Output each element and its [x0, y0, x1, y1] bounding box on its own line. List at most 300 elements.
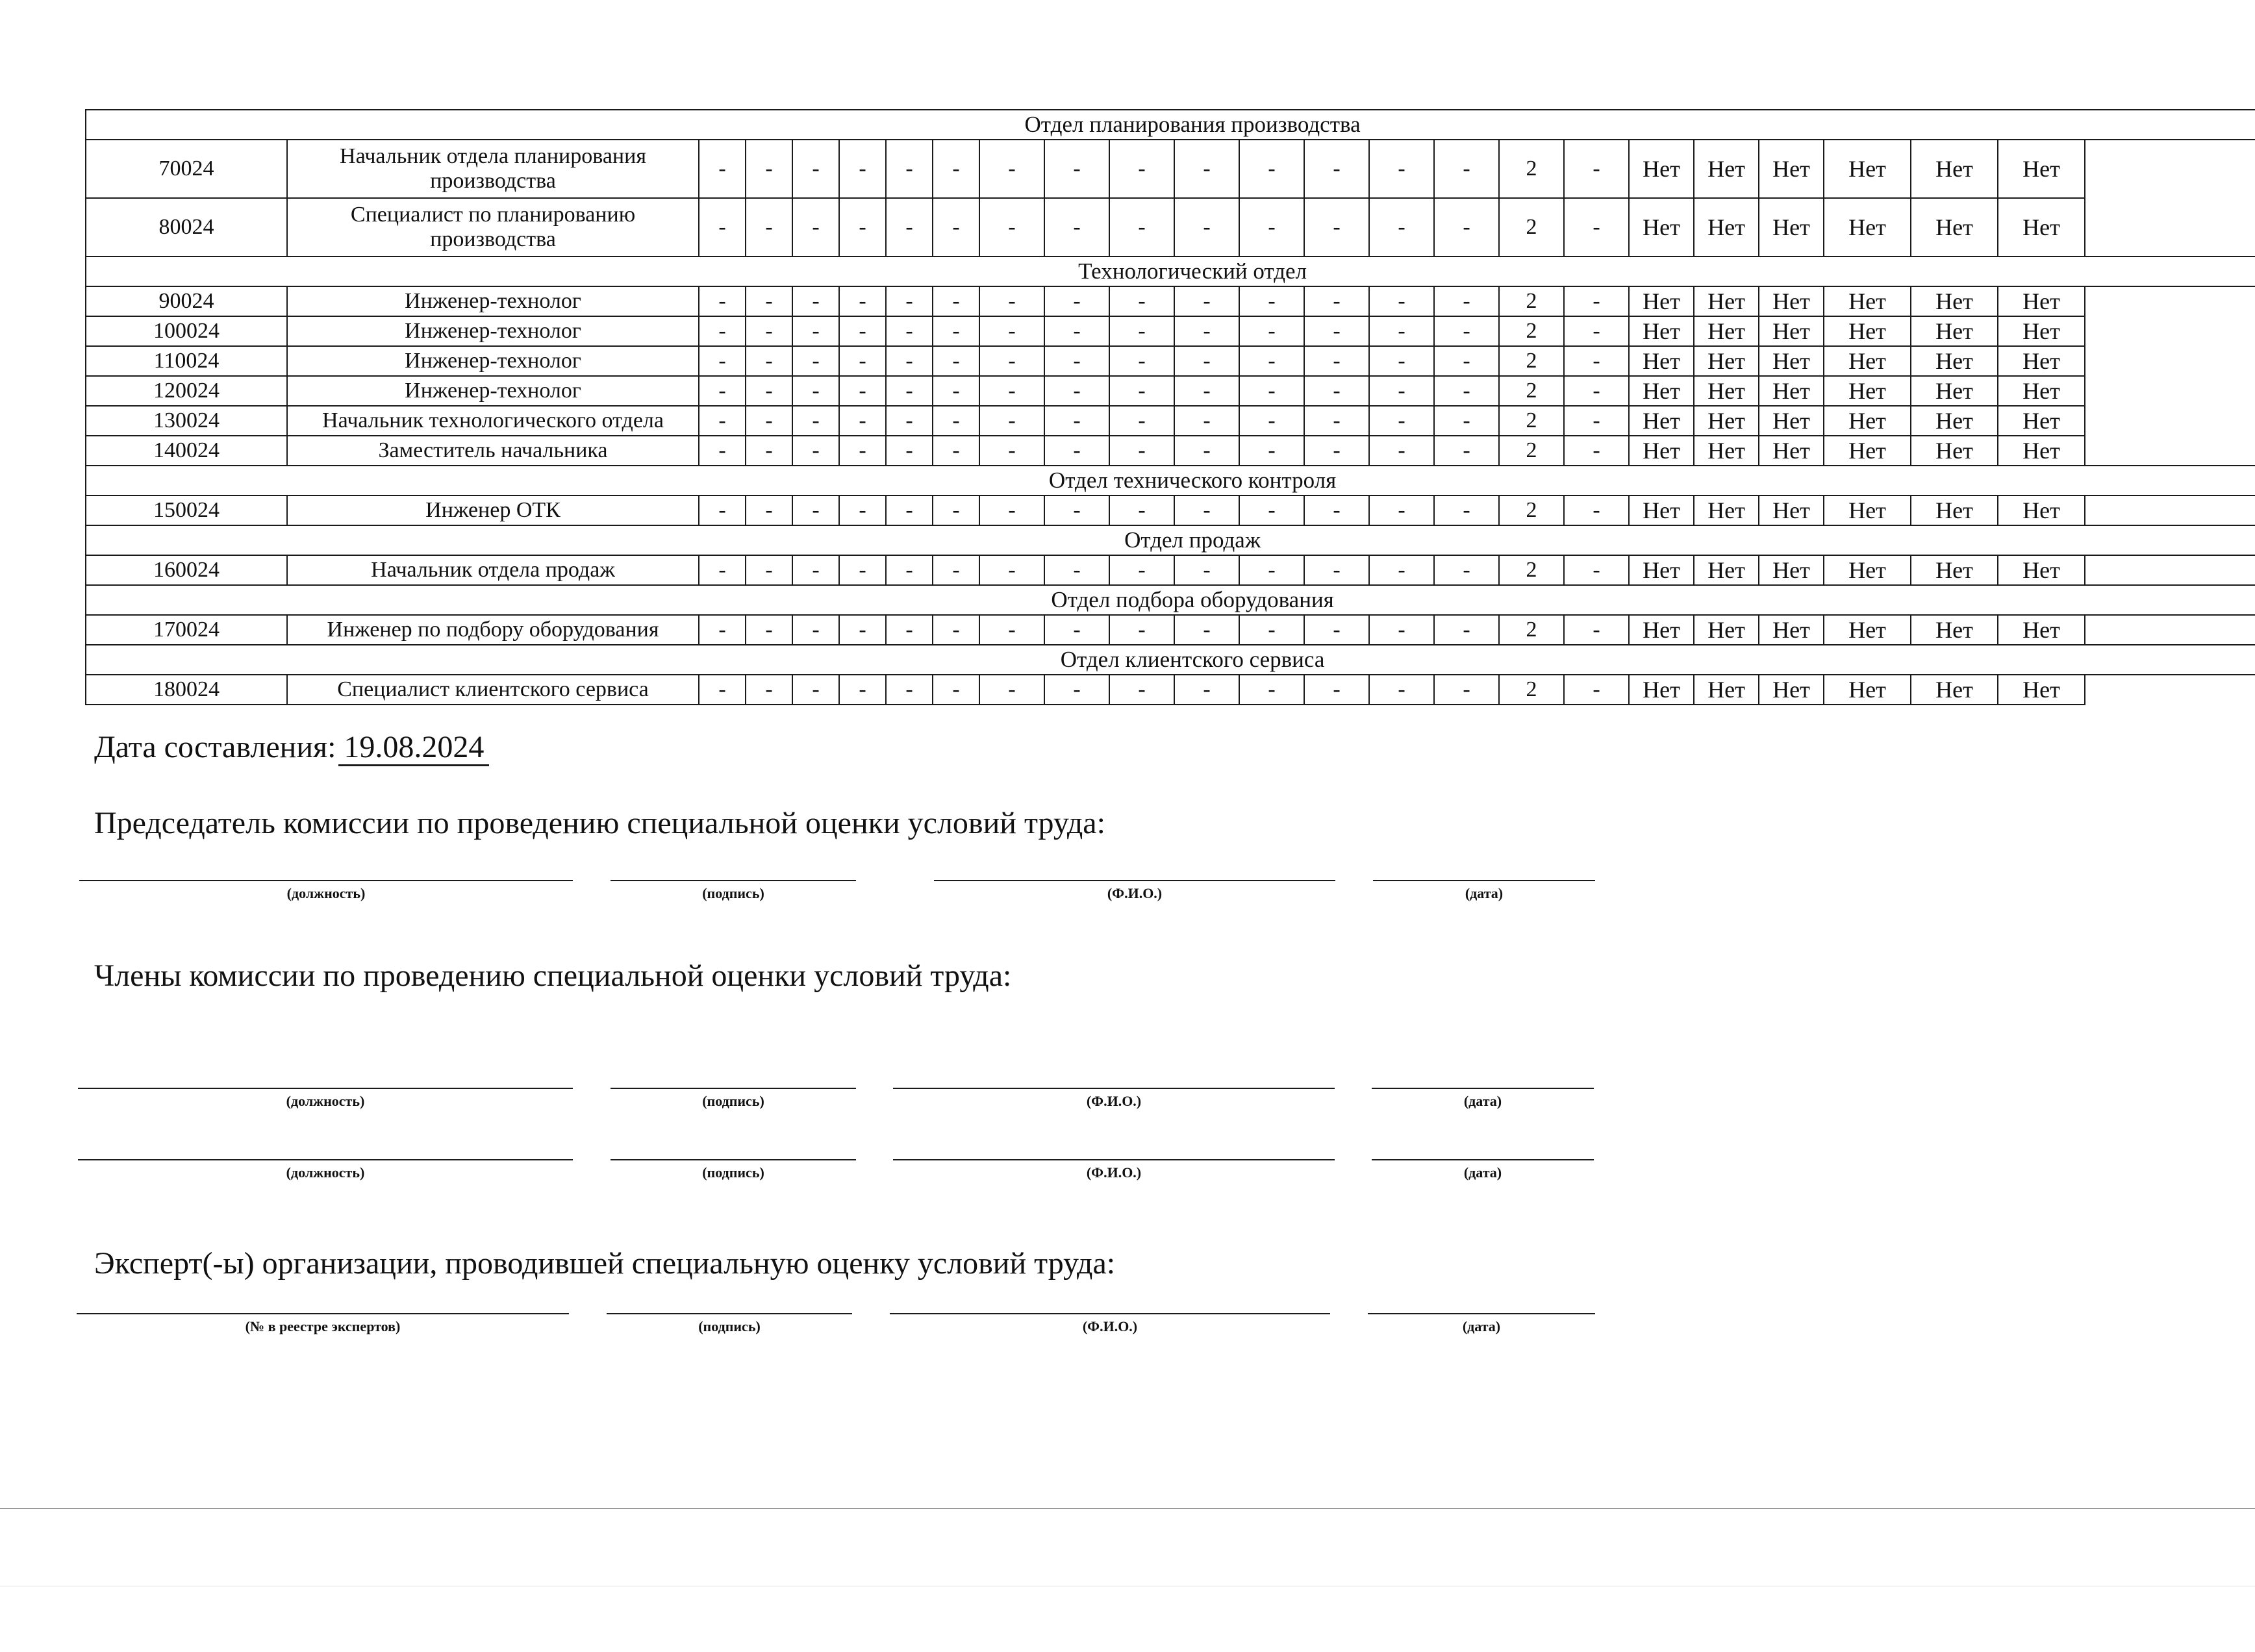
- factor-cell: -: [839, 198, 886, 257]
- factor-cell: -: [1044, 555, 1109, 585]
- factor-cell: -: [979, 495, 1044, 525]
- factor-cell: -: [699, 615, 746, 645]
- answer-cell: Нет: [1824, 436, 1911, 466]
- factor-cell: -: [839, 346, 886, 376]
- position-title: Инженер по подбору оборудования: [287, 615, 699, 645]
- factor-cell: -: [1239, 615, 1304, 645]
- table-row: [86, 140, 2255, 198]
- factor-cell: -: [1109, 675, 1174, 705]
- factor-cell: -: [1564, 316, 1629, 346]
- factor-cell: -: [1304, 406, 1369, 436]
- answer-cell: Нет: [1824, 346, 1911, 376]
- factor-cell: -: [1369, 675, 1434, 705]
- factor-cell: -: [933, 495, 979, 525]
- factor-cell: -: [839, 675, 886, 705]
- chairman-signature-line: [611, 880, 856, 901]
- factor-cell: -: [1304, 675, 1369, 705]
- answer-cell: Нет: [1824, 555, 1911, 585]
- section-title: Отдел подбора оборудования: [86, 585, 2255, 615]
- factor-cell: -: [1434, 346, 1499, 376]
- factor-cell: -: [1369, 140, 1434, 198]
- factor-cell: -: [699, 316, 746, 346]
- factor-cell: -: [746, 675, 792, 705]
- answer-cell: Нет: [1629, 286, 1694, 316]
- factor-cell: -: [792, 675, 839, 705]
- factor-cell: -: [1109, 346, 1174, 376]
- answer-cell: Нет: [1824, 615, 1911, 645]
- factor-cell: -: [979, 198, 1044, 257]
- factor-cell: -: [1044, 316, 1109, 346]
- factor-cell: -: [1369, 198, 1434, 257]
- table-row: [86, 286, 2255, 316]
- answer-cell: Нет: [1694, 675, 1759, 705]
- signature-caption: (дата): [1463, 1093, 1502, 1109]
- position-title: Заместитель начальника: [287, 436, 699, 466]
- factor-cell: -: [1239, 140, 1304, 198]
- section-header-row: [86, 110, 2255, 140]
- section-title: Отдел технического контроля: [86, 466, 2255, 495]
- factor-cell: -: [699, 675, 746, 705]
- factor-cell: -: [1369, 615, 1434, 645]
- factor-cell: -: [1239, 198, 1304, 257]
- factor-cell: -: [1174, 316, 1239, 346]
- answer-cell: Нет: [1629, 675, 1694, 705]
- answer-cell: Нет: [1629, 316, 1694, 346]
- class-value-cell: 2: [1499, 316, 1564, 346]
- answer-cell: Нет: [1759, 675, 1824, 705]
- member-2-position-line: [78, 1159, 573, 1181]
- factor-cell: -: [1564, 615, 1629, 645]
- factor-cell: -: [1564, 406, 1629, 436]
- factor-cell: -: [1564, 495, 1629, 525]
- factor-cell: -: [933, 406, 979, 436]
- answer-cell: Нет: [1998, 495, 2085, 525]
- factor-cell: -: [1304, 376, 1369, 406]
- signature-caption: (подпись): [702, 885, 764, 901]
- factor-cell: -: [979, 555, 1044, 585]
- signature-caption: (Ф.И.О.): [1107, 885, 1163, 901]
- factor-cell: -: [1174, 376, 1239, 406]
- factor-cell: -: [1109, 436, 1174, 466]
- class-value-cell: 2: [1499, 198, 1564, 257]
- factor-cell: -: [933, 140, 979, 198]
- factor-cell: -: [792, 140, 839, 198]
- factor-cell: -: [886, 675, 933, 705]
- factor-cell: -: [1109, 376, 1174, 406]
- answer-cell: Нет: [1759, 140, 1824, 198]
- factor-cell: -: [886, 346, 933, 376]
- workplace-code: 150024: [86, 495, 287, 525]
- compile-date-line: [94, 729, 489, 765]
- factor-cell: -: [1304, 140, 1369, 198]
- answer-cell: Нет: [1629, 376, 1694, 406]
- factor-cell: -: [979, 376, 1044, 406]
- chairman-heading: Председатель комиссии по проведению специальной оценки условий труда:: [94, 806, 1105, 840]
- member-2-name-line: [893, 1159, 1335, 1181]
- answer-cell: Нет: [1694, 286, 1759, 316]
- signature-caption: (дата): [1465, 885, 1504, 901]
- table-row: [86, 376, 2255, 406]
- workplace-code: 110024: [86, 346, 287, 376]
- factor-cell: -: [839, 286, 886, 316]
- factor-cell: -: [886, 555, 933, 585]
- signature-caption: (Ф.И.О.): [1086, 1164, 1142, 1181]
- factor-cell: -: [886, 198, 933, 257]
- position-title: Начальник отдела продаж: [287, 555, 699, 585]
- factor-cell: -: [746, 436, 792, 466]
- factor-cell: -: [1044, 286, 1109, 316]
- factor-cell: -: [1174, 286, 1239, 316]
- factor-cell: -: [1044, 376, 1109, 406]
- class-value-cell: 2: [1499, 495, 1564, 525]
- factor-cell: -: [1239, 376, 1304, 406]
- factor-cell: -: [1109, 286, 1174, 316]
- answer-cell: Нет: [1694, 140, 1759, 198]
- factor-cell: -: [699, 436, 746, 466]
- answer-cell: Нет: [1911, 316, 1998, 346]
- factor-cell: -: [699, 406, 746, 436]
- factor-cell: -: [699, 346, 746, 376]
- factor-cell: -: [1304, 615, 1369, 645]
- factor-cell: -: [746, 376, 792, 406]
- factor-cell: -: [886, 376, 933, 406]
- factor-cell: -: [1174, 346, 1239, 376]
- section-header-row: [86, 585, 2255, 615]
- factor-cell: -: [746, 555, 792, 585]
- answer-cell: Нет: [1629, 495, 1694, 525]
- expert-registry-line: [77, 1313, 569, 1334]
- table-row: [86, 615, 2255, 645]
- factor-cell: -: [979, 675, 1044, 705]
- table-row: [86, 675, 2255, 705]
- answer-cell: Нет: [1824, 286, 1911, 316]
- expert-date-line: [1368, 1313, 1595, 1334]
- factor-cell: -: [933, 555, 979, 585]
- factor-cell: -: [839, 406, 886, 436]
- class-value-cell: 2: [1499, 286, 1564, 316]
- answer-cell: Нет: [1694, 316, 1759, 346]
- factor-cell: -: [1564, 198, 1629, 257]
- answer-cell: Нет: [1998, 615, 2085, 645]
- expert-name-line: [890, 1313, 1330, 1334]
- factor-cell: -: [839, 436, 886, 466]
- answer-cell: Нет: [1694, 615, 1759, 645]
- expert-signature-line: [607, 1313, 852, 1334]
- factor-cell: -: [1174, 615, 1239, 645]
- workplace-code: 170024: [86, 615, 287, 645]
- answer-cell: Нет: [1629, 555, 1694, 585]
- class-value-cell: 2: [1499, 140, 1564, 198]
- factor-cell: -: [746, 198, 792, 257]
- workplace-code: 100024: [86, 316, 287, 346]
- factor-cell: -: [792, 406, 839, 436]
- member-2-signature-line: [611, 1159, 856, 1181]
- workplace-code: 70024: [86, 140, 287, 198]
- chairman-date-line: [1373, 880, 1595, 901]
- answer-cell: Нет: [1759, 555, 1824, 585]
- table-row: [86, 495, 2255, 525]
- answer-cell: Нет: [1824, 140, 1911, 198]
- answer-cell: Нет: [1759, 346, 1824, 376]
- answer-cell: Нет: [1911, 436, 1998, 466]
- factor-cell: -: [839, 555, 886, 585]
- answer-cell: Нет: [1911, 675, 1998, 705]
- member-1-position-line: [78, 1088, 573, 1109]
- answer-cell: Нет: [1911, 286, 1998, 316]
- answer-cell: Нет: [1759, 436, 1824, 466]
- table-row: [86, 198, 2255, 257]
- answer-cell: Нет: [1759, 406, 1824, 436]
- answer-cell: Нет: [1694, 346, 1759, 376]
- answer-cell: Нет: [1998, 198, 2085, 257]
- factor-cell: -: [839, 316, 886, 346]
- answer-cell: Нет: [1694, 555, 1759, 585]
- position-title: Инженер-технолог: [287, 286, 699, 316]
- factor-cell: -: [1369, 436, 1434, 466]
- factor-cell: -: [886, 140, 933, 198]
- factor-cell: -: [792, 615, 839, 645]
- answer-cell: Нет: [1759, 286, 1824, 316]
- answer-cell: Нет: [1694, 198, 1759, 257]
- factor-cell: -: [746, 286, 792, 316]
- factor-cell: -: [979, 140, 1044, 198]
- factor-cell: -: [1109, 198, 1174, 257]
- table-row: [86, 346, 2255, 376]
- factor-cell: -: [1434, 286, 1499, 316]
- section-title: Отдел клиентского сервиса: [86, 645, 2255, 675]
- answer-cell: Нет: [1911, 346, 1998, 376]
- factor-cell: -: [792, 286, 839, 316]
- class-value-cell: 2: [1499, 615, 1564, 645]
- answer-cell: Нет: [1629, 198, 1694, 257]
- workplace-code: 160024: [86, 555, 287, 585]
- factor-cell: -: [1564, 376, 1629, 406]
- factor-cell: -: [979, 346, 1044, 376]
- factor-cell: -: [792, 376, 839, 406]
- factor-cell: -: [1109, 316, 1174, 346]
- factor-cell: -: [1044, 406, 1109, 436]
- section-header-row: [86, 645, 2255, 675]
- factor-cell: -: [1564, 286, 1629, 316]
- answer-cell: Нет: [1998, 406, 2085, 436]
- factor-cell: -: [699, 495, 746, 525]
- workplace-results-table: [85, 109, 2255, 705]
- factor-cell: -: [839, 376, 886, 406]
- factor-cell: -: [1304, 555, 1369, 585]
- answer-cell: Нет: [1998, 376, 2085, 406]
- section-title: Технологический отдел: [86, 257, 2255, 286]
- class-value-cell: 2: [1499, 406, 1564, 436]
- workplace-code: 180024: [86, 675, 287, 705]
- factor-cell: -: [1044, 198, 1109, 257]
- factor-cell: -: [886, 316, 933, 346]
- factor-cell: -: [1434, 615, 1499, 645]
- factor-cell: -: [933, 376, 979, 406]
- factor-cell: -: [746, 140, 792, 198]
- class-value-cell: 2: [1499, 675, 1564, 705]
- factor-cell: -: [886, 436, 933, 466]
- answer-cell: Нет: [1911, 198, 1998, 257]
- answer-cell: Нет: [1759, 495, 1824, 525]
- factor-cell: -: [886, 615, 933, 645]
- answer-cell: Нет: [1824, 406, 1911, 436]
- factor-cell: -: [1239, 675, 1304, 705]
- factor-cell: -: [792, 316, 839, 346]
- factor-cell: -: [1044, 140, 1109, 198]
- class-value-cell: 2: [1499, 346, 1564, 376]
- factor-cell: -: [933, 436, 979, 466]
- signature-caption: (подпись): [702, 1093, 764, 1109]
- answer-cell: Нет: [1911, 406, 1998, 436]
- position-title: Инженер-технолог: [287, 346, 699, 376]
- compile-date-value: 19.08.2024: [338, 730, 489, 766]
- factor-cell: -: [1304, 495, 1369, 525]
- signature-caption: (дата): [1463, 1164, 1502, 1181]
- section-header-row: [86, 525, 2255, 555]
- factor-cell: -: [1434, 376, 1499, 406]
- factor-cell: -: [1564, 346, 1629, 376]
- answer-cell: Нет: [1629, 436, 1694, 466]
- signature-caption: (подпись): [698, 1318, 761, 1334]
- factor-cell: -: [1564, 436, 1629, 466]
- answer-cell: Нет: [1911, 615, 1998, 645]
- factor-cell: -: [1174, 675, 1239, 705]
- page-bottom-rule: [0, 1508, 2255, 1509]
- position-title: Инженер ОТК: [287, 495, 699, 525]
- factor-cell: -: [699, 286, 746, 316]
- factor-cell: -: [1304, 316, 1369, 346]
- position-title: Инженер-технолог: [287, 376, 699, 406]
- signature-caption: (подпись): [702, 1164, 764, 1181]
- factor-cell: -: [1434, 140, 1499, 198]
- factor-cell: -: [979, 436, 1044, 466]
- factor-cell: -: [979, 615, 1044, 645]
- position-title: Начальник технологического отдела: [287, 406, 699, 436]
- factor-cell: -: [1044, 675, 1109, 705]
- factor-cell: -: [979, 316, 1044, 346]
- factor-cell: -: [1109, 555, 1174, 585]
- answer-cell: Нет: [1824, 675, 1911, 705]
- factor-cell: -: [1369, 346, 1434, 376]
- factor-cell: -: [1239, 436, 1304, 466]
- signature-caption: (Ф.И.О.): [1082, 1318, 1138, 1334]
- factor-cell: -: [1239, 286, 1304, 316]
- table-row: [86, 316, 2255, 346]
- table-row: [86, 406, 2255, 436]
- chairman-name-line: [934, 880, 1335, 901]
- signature-caption: (дата): [1462, 1318, 1501, 1334]
- factor-cell: -: [1239, 406, 1304, 436]
- factor-cell: -: [933, 316, 979, 346]
- factor-cell: -: [1109, 615, 1174, 645]
- signature-caption: (№ в реестре экспертов): [245, 1318, 401, 1334]
- factor-cell: -: [1564, 140, 1629, 198]
- answer-cell: Нет: [1759, 376, 1824, 406]
- factor-cell: -: [699, 140, 746, 198]
- factor-cell: -: [746, 495, 792, 525]
- answer-cell: Нет: [1824, 495, 1911, 525]
- class-value-cell: 2: [1499, 376, 1564, 406]
- factor-cell: -: [1369, 376, 1434, 406]
- factor-cell: -: [792, 555, 839, 585]
- member-2-date-line: [1372, 1159, 1594, 1181]
- factor-cell: -: [1239, 346, 1304, 376]
- signature-caption: (должность): [286, 1093, 365, 1109]
- workplace-code: 140024: [86, 436, 287, 466]
- factor-cell: -: [886, 495, 933, 525]
- factor-cell: -: [933, 198, 979, 257]
- position-title: Начальник отдела планирования производства: [287, 140, 699, 198]
- factor-cell: -: [1174, 436, 1239, 466]
- factor-cell: -: [933, 615, 979, 645]
- factor-cell: -: [746, 406, 792, 436]
- table-row: [86, 555, 2255, 585]
- answer-cell: Нет: [1824, 376, 1911, 406]
- answer-cell: Нет: [1998, 286, 2085, 316]
- member-1-date-line: [1372, 1088, 1594, 1109]
- answer-cell: Нет: [1759, 615, 1824, 645]
- section-header-row: [86, 466, 2255, 495]
- signature-caption: (должность): [286, 1164, 365, 1181]
- factor-cell: -: [1369, 316, 1434, 346]
- factor-cell: -: [1434, 406, 1499, 436]
- factor-cell: -: [1239, 316, 1304, 346]
- factor-cell: -: [839, 140, 886, 198]
- factor-cell: -: [746, 346, 792, 376]
- answer-cell: Нет: [1998, 675, 2085, 705]
- answer-cell: Нет: [1998, 346, 2085, 376]
- factor-cell: -: [1369, 555, 1434, 585]
- answer-cell: Нет: [1629, 406, 1694, 436]
- factor-cell: -: [1109, 495, 1174, 525]
- section-header-row: [86, 257, 2255, 286]
- answer-cell: Нет: [1759, 198, 1824, 257]
- answer-cell: Нет: [1998, 140, 2085, 198]
- member-1-signature-line: [611, 1088, 856, 1109]
- factor-cell: -: [792, 198, 839, 257]
- factor-cell: -: [886, 406, 933, 436]
- factor-cell: -: [1044, 495, 1109, 525]
- class-value-cell: 2: [1499, 436, 1564, 466]
- answer-cell: Нет: [1694, 376, 1759, 406]
- factor-cell: -: [746, 615, 792, 645]
- factor-cell: -: [933, 675, 979, 705]
- factor-cell: -: [1434, 555, 1499, 585]
- factor-cell: -: [933, 286, 979, 316]
- factor-cell: -: [1174, 198, 1239, 257]
- answer-cell: Нет: [1911, 140, 1998, 198]
- section-title: Отдел планирования производства: [86, 110, 2255, 140]
- factor-cell: -: [1434, 316, 1499, 346]
- factor-cell: -: [1564, 555, 1629, 585]
- factor-cell: -: [792, 346, 839, 376]
- factor-cell: -: [979, 406, 1044, 436]
- workplace-code: 80024: [86, 198, 287, 257]
- workplace-code: 130024: [86, 406, 287, 436]
- factor-cell: -: [979, 286, 1044, 316]
- answer-cell: Нет: [1911, 555, 1998, 585]
- answer-cell: Нет: [1629, 615, 1694, 645]
- factor-cell: -: [1304, 436, 1369, 466]
- signature-caption: (Ф.И.О.): [1086, 1093, 1142, 1109]
- members-heading: Члены комиссии по проведению специальной оценки условий труда:: [94, 958, 1012, 993]
- factor-cell: -: [792, 436, 839, 466]
- factor-cell: -: [1564, 675, 1629, 705]
- factor-cell: -: [1304, 346, 1369, 376]
- answer-cell: Нет: [1824, 198, 1911, 257]
- factor-cell: -: [1044, 436, 1109, 466]
- table-row: [86, 436, 2255, 466]
